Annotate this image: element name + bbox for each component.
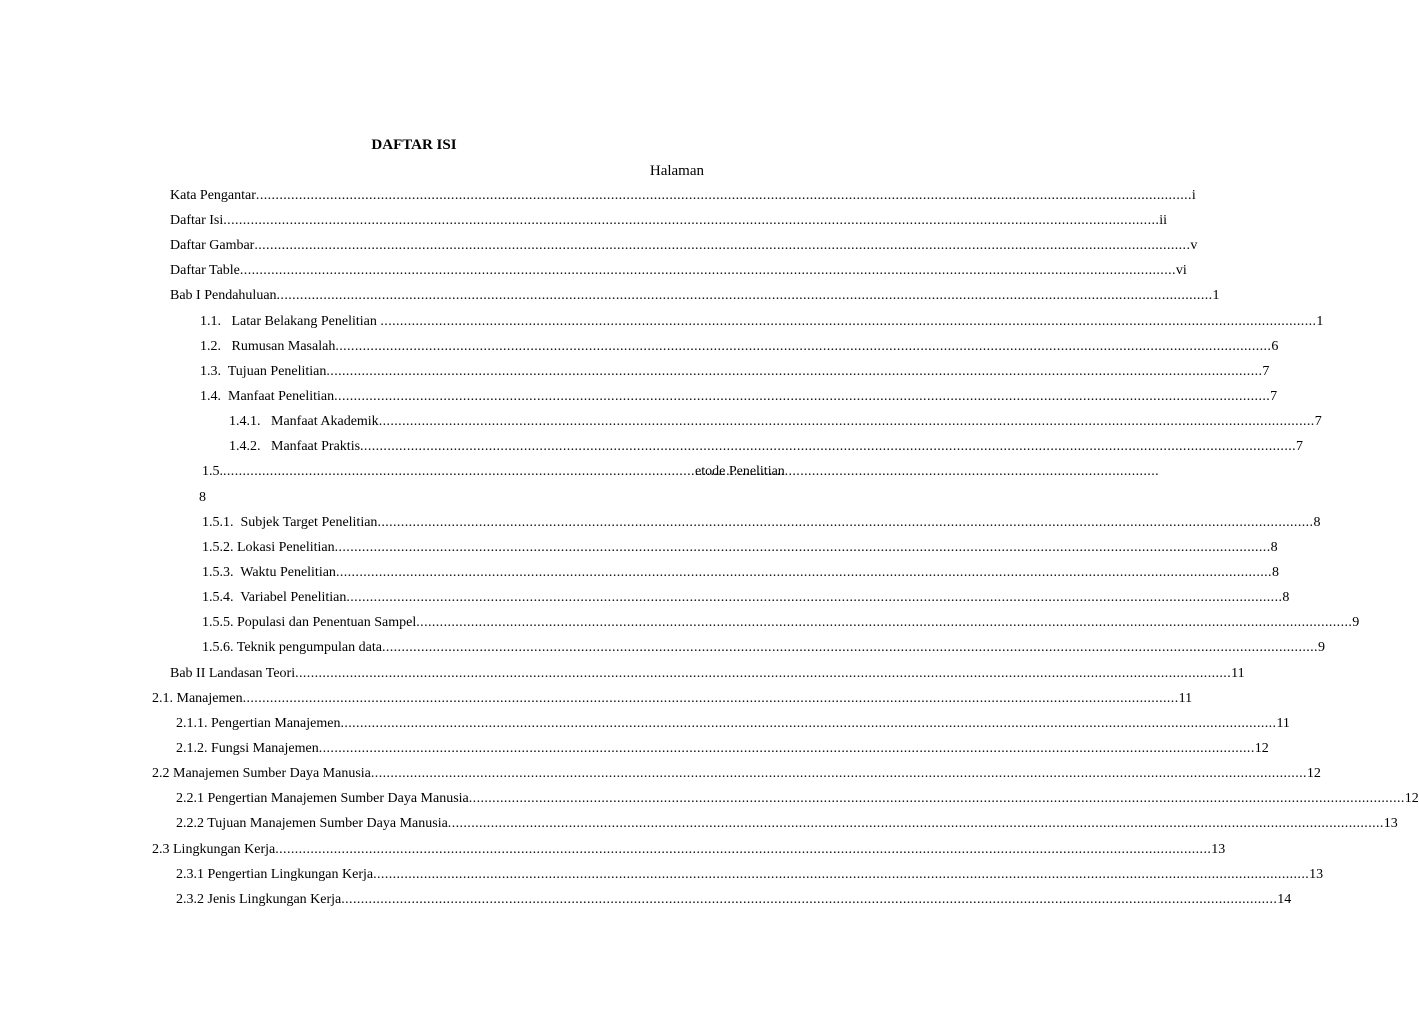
toc-entry-page: vi [1175,263,1187,278]
toc-entry-page: i [1191,188,1196,203]
dot-leader [254,237,1190,255]
dot-leader [335,338,1271,356]
dot-leader [373,866,1309,884]
toc-entry-page: 11 [1276,716,1290,731]
toc-entry-page: etode Penelitian [695,464,785,479]
toc-entry-1-3[interactable] [200,363,1270,381]
toc-entry-daftar-isi[interactable] [170,212,1168,230]
toc-entry-label: 1.5. [202,464,223,479]
dot-leader [256,187,1192,205]
toc-entry-label: 2.3.1 Pengertian Lingkungan Kerja [176,867,374,882]
toc-entry-label: 1.5.6. Teknik pengumpulan data [202,640,382,655]
toc-entry-page: 8 [1282,590,1290,605]
toc-entry-label: Daftar Isi [170,213,224,228]
toc-entry-2-1[interactable] [152,690,1193,708]
dot-leader [382,639,1318,657]
toc-entry-1-5-3[interactable] [202,564,1279,582]
toc-entry-label: 1.5.4. Variabel Penelitian [202,590,347,605]
dot-leader [243,690,1179,708]
dot-leader [340,715,1276,733]
toc-entry-label: 1.1. Latar Belakang Penelitian [200,314,381,329]
toc-entry-2-3-1[interactable] [176,866,1324,884]
dot-leader [334,388,1270,406]
dot-leader [469,790,1405,808]
toc-entry-2-2-1[interactable] [176,790,1419,808]
page-title: DAFTAR ISI [371,137,457,153]
toc-entry-page: 12 [1404,791,1419,806]
toc-entry-page: 13 [1211,842,1226,857]
toc-entry-1-5-5[interactable] [202,614,1360,632]
toc-entry-wrapped-page: 8 [199,490,206,505]
toc-entry-page: 8 [1313,515,1321,530]
toc-entry-2-2-2[interactable] [176,815,1398,833]
toc-entry-label: 1.5.1. Subjek Target Penelitian [202,515,378,530]
toc-entry-1-5-6[interactable] [202,639,1325,657]
page-column-header: Halaman [649,163,704,179]
dot-leader [379,413,1315,431]
toc-entry-daftar-gambar[interactable] [170,237,1198,255]
toc-entry-label: Bab I Pendahuluan [170,288,277,303]
toc-entry-label: 2.3.2 Jenis Lingkungan Kerja [176,892,342,907]
toc-entry-1-5-2[interactable] [202,539,1278,557]
toc-entry-label: 1.4. Manfaat Penelitian [200,389,335,404]
toc-entry-label: 2.3 Lingkungan Kerja [152,842,276,857]
toc-entry-label: 2.2.2 Tujuan Manajemen Sumber Daya Manusia [176,816,448,831]
toc-entry-label: 2.1.2. Fungsi Manajemen [176,741,319,756]
toc-entry-kata-pengantar[interactable] [170,187,1196,205]
toc-entry-label: 1.3. Tujuan Penelitian [200,364,327,379]
toc-entry-label: 2.1. Manajemen [152,691,243,706]
toc-entry-page: 9 [1352,615,1360,630]
dot-leader [223,212,1159,230]
toc-entry-1-1[interactable] [200,313,1324,331]
toc-entry-page: 12 [1254,741,1269,756]
toc-entry-label: 2.1.1. Pengertian Manajemen [176,716,341,731]
toc-entry-page: 14 [1277,892,1292,907]
toc-entry-label: 2.2.1 Pengertian Manajemen Sumber Daya Manusia [176,791,469,806]
dot-leader [275,841,1211,859]
toc-entry-2-1-2[interactable] [176,740,1269,758]
toc-entry-page: 6 [1271,339,1279,354]
toc-entry-2-3[interactable] [152,841,1226,859]
toc-entry-1-4-1[interactable] [229,413,1322,431]
dot-leader [336,564,1272,582]
dot-leader [319,740,1255,758]
toc-entry-page: v [1190,238,1198,253]
toc-entry-bab-i[interactable] [170,287,1220,305]
dot-leader [335,539,1271,557]
toc-entry-page: 9 [1317,640,1325,655]
toc-entry-page: 7 [1270,389,1278,404]
toc-entry-bab-ii[interactable] [170,665,1245,683]
toc-entry-page: 12 [1306,766,1321,781]
toc-entry-page: 7 [1314,414,1322,429]
toc-entry-1-2[interactable] [200,338,1279,356]
dot-leader [326,363,1262,381]
toc-entry-label: 1.5.2. Lokasi Penelitian [202,540,335,555]
toc-entry-page: ii [1159,213,1168,228]
dot-leader [360,438,1296,456]
toc-entry-label: Daftar Gambar [170,238,255,253]
toc-entry-1-5[interactable] [202,463,785,481]
toc-entry-1-4-2[interactable] [229,438,1304,456]
dot-leader [277,287,1213,305]
toc-entry-label: 1.4.1. Manfaat Akademik [229,414,379,429]
toc-entry-1-5-1[interactable] [202,514,1321,532]
toc-entry-label: Kata Pengantar [170,188,256,203]
dot-leader [346,589,1282,607]
dot-leader [371,765,1307,783]
dot-leader [223,463,695,481]
toc-entry-label: 1.5.3. Waktu Penelitian [202,565,336,580]
toc-entry-2-2[interactable] [152,765,1321,783]
toc-entry-page: 1 [1212,288,1220,303]
toc-entry-label: 1.4.2. Manfaat Praktis [229,439,361,454]
toc-entry-2-1-1[interactable] [176,715,1290,733]
toc-entry-2-3-2[interactable] [176,891,1292,909]
dot-leader [341,891,1277,909]
toc-entry-page: 8 [1270,540,1278,555]
dot-leader [448,815,1384,833]
toc-entry-page: 11 [1178,691,1193,706]
toc-entry-label: 2.2 Manajemen Sumber Daya Manusia [152,766,371,781]
toc-entry-daftar-table[interactable] [170,262,1187,280]
toc-entry-1-4[interactable] [200,388,1278,406]
toc-entry-page: 11 [1231,666,1245,681]
dot-leader [295,665,1231,683]
toc-entry-label: Bab II Landasan Teori [170,666,296,681]
dot-leader [416,614,1352,632]
dot-leader [380,313,1316,331]
toc-entry-label: 1.2. Rumusan Masalah [200,339,336,354]
dot-leader [377,514,1313,532]
toc-entry-page: 7 [1296,439,1304,454]
toc-entry-page: 7 [1262,364,1270,379]
toc-entry-page: 1 [1316,314,1324,329]
toc-entry-page: 13 [1309,867,1324,882]
toc-entry-page: 13 [1383,816,1398,831]
toc-entry-label: Daftar Table [170,263,240,278]
toc-entry-page: 8 [1271,565,1279,580]
toc-entry-1-5-4[interactable] [202,589,1290,607]
toc-entry-label: 1.5.5. Populasi dan Penentuan Sampel [202,615,417,630]
dot-leader [240,262,1176,280]
